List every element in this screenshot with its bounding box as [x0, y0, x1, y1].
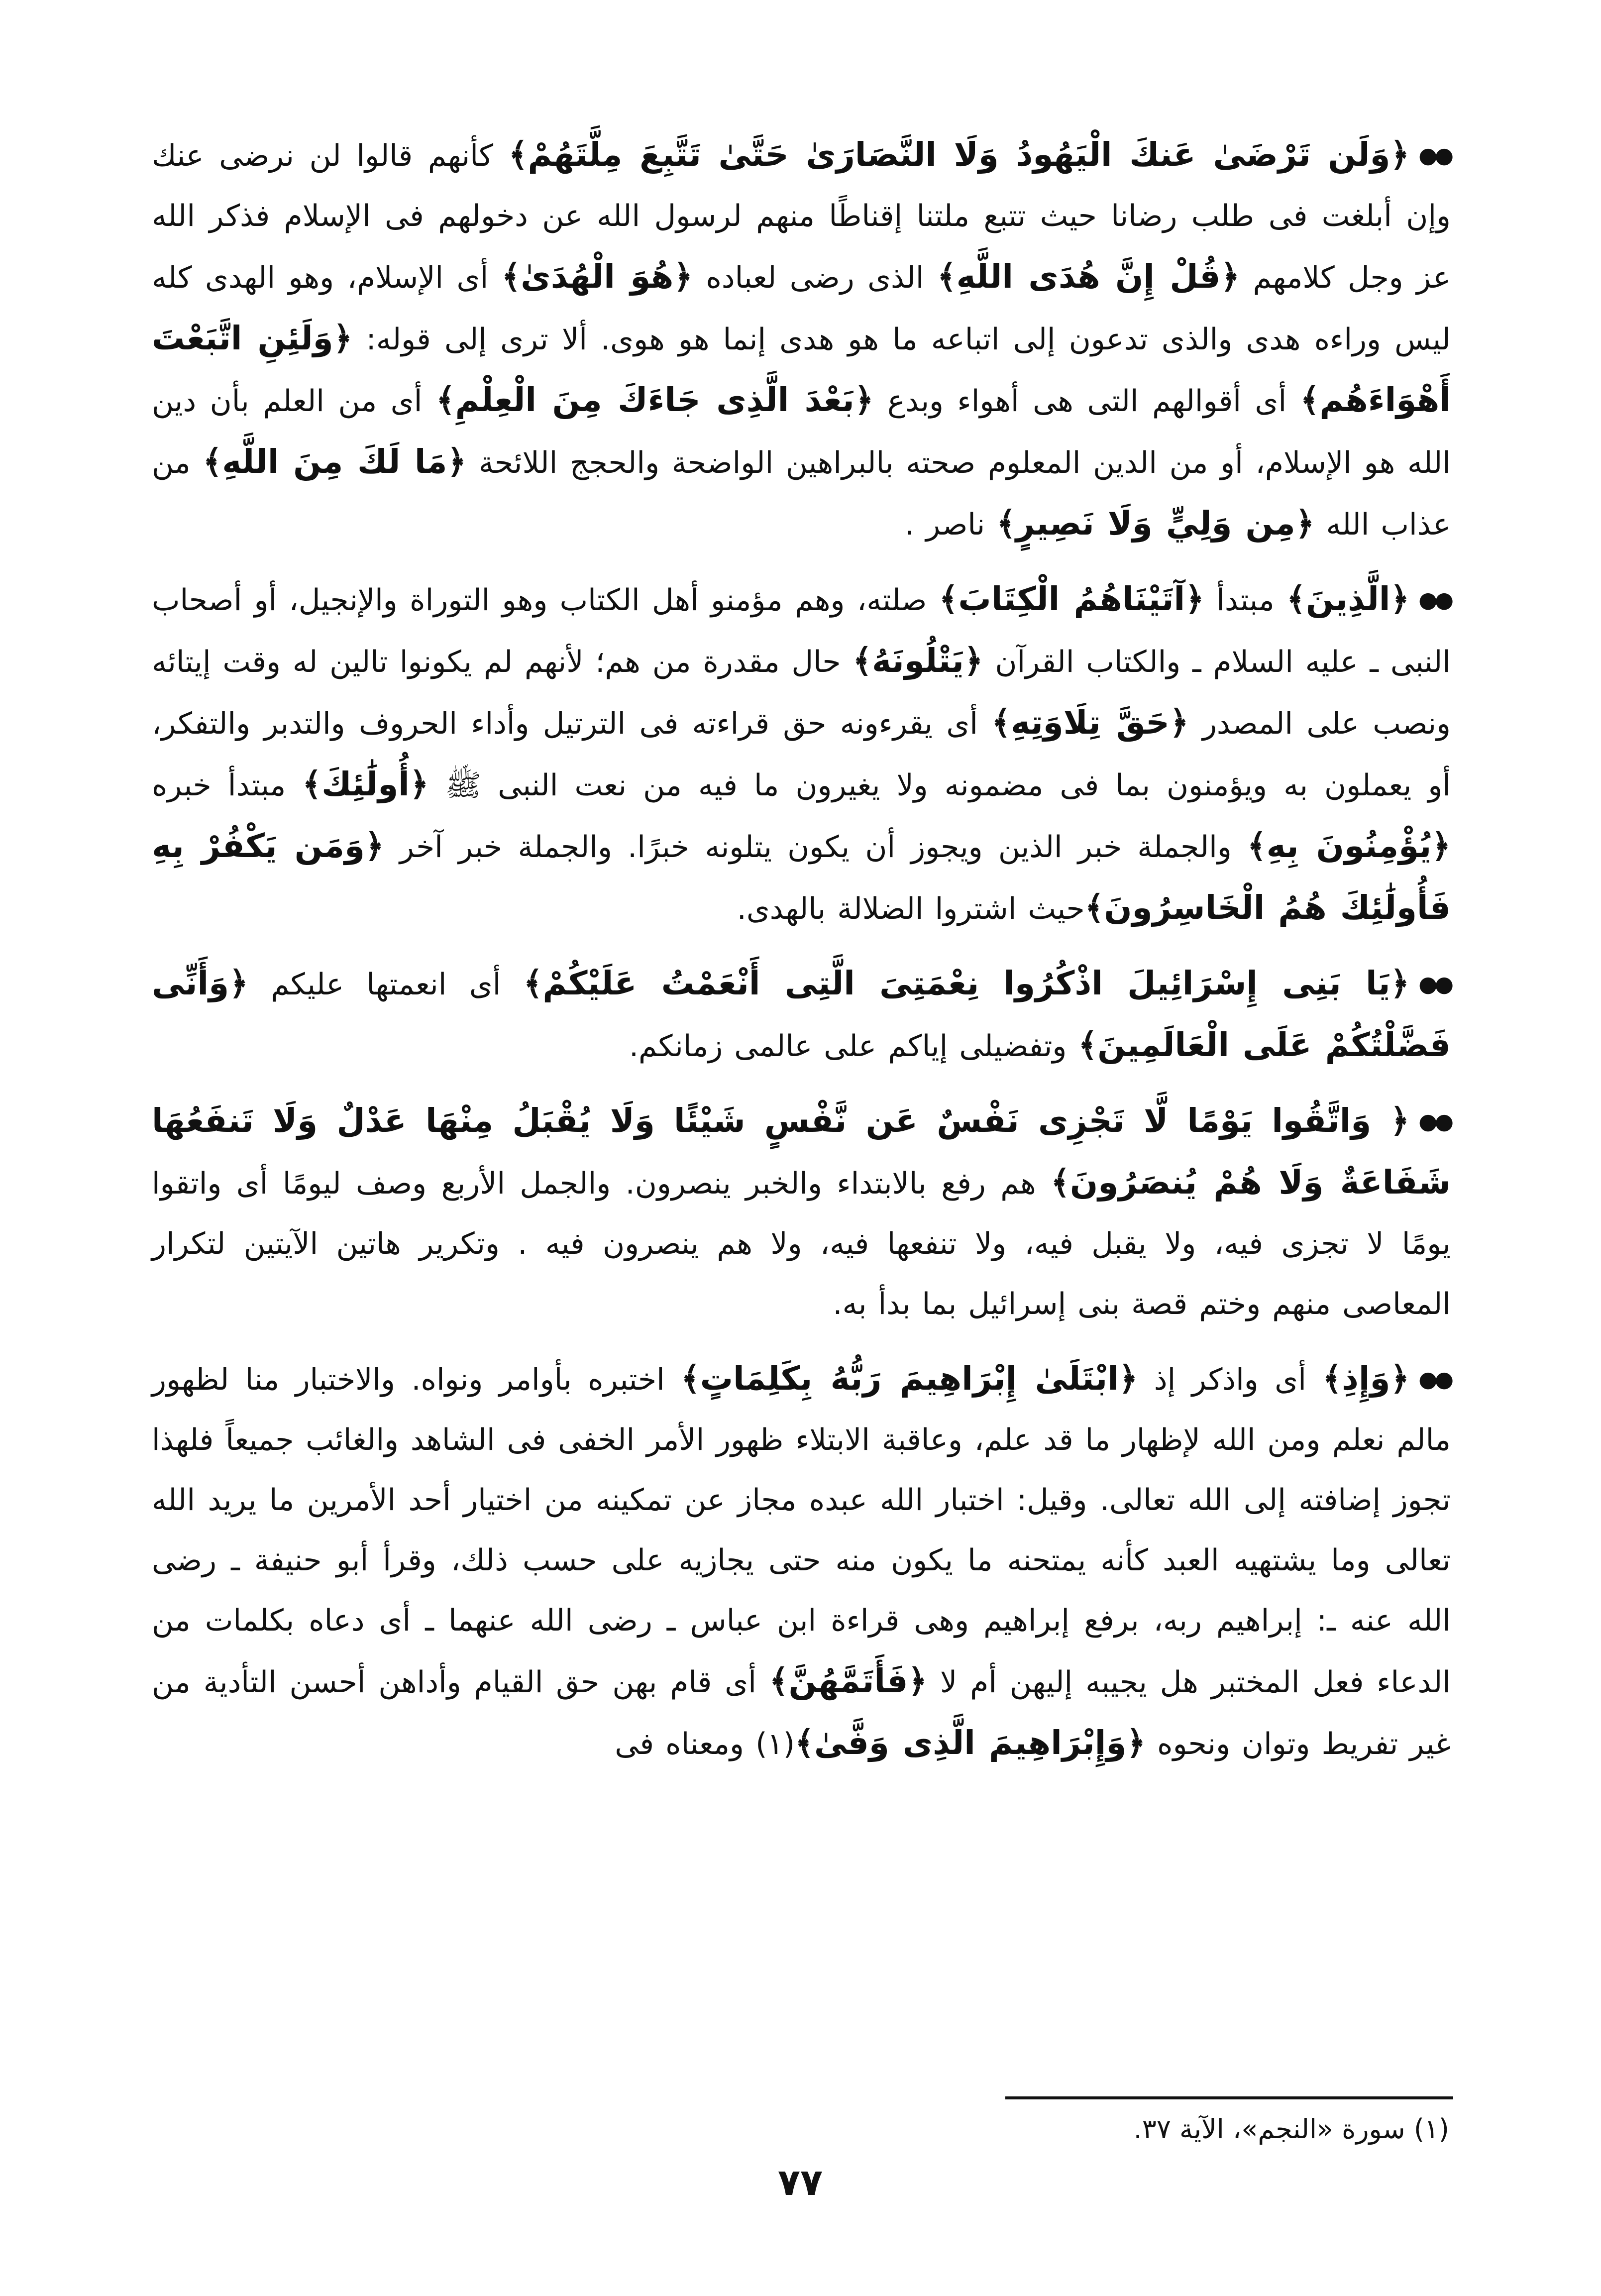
- quran-quote: ﴿فَأَتَمَّهُنَّ﴾: [769, 1662, 928, 1700]
- quran-quote: ﴿الَّذِينَ﴾: [1286, 580, 1410, 618]
- quran-quote: ﴿وَلَن تَرْضَىٰ عَنكَ الْيَهُودُ وَلَا النَّصَارَىٰ حَتَّىٰ تَتَّبِعَ مِلَّتَهُمْ﴾: [508, 135, 1410, 174]
- paragraph-bullet: ●●: [1418, 143, 1451, 168]
- commentary-text: أى واذكر إذ: [1138, 1362, 1323, 1397]
- quran-quote: ﴿بَعْدَ الَّذِى جَاءَكَ مِنَ الْعِلْمِ﴾: [435, 381, 874, 419]
- paragraph-5: [152, 1348, 1451, 1774]
- paragraph-2: [152, 569, 1451, 939]
- quran-quote: ﴿يُؤْمِنُونَ بِهِ﴾: [1247, 827, 1451, 865]
- quran-quote: ﴿أُولَٰئِكَ﴾: [302, 765, 429, 803]
- quran-quote: ﴿ وَاتَّقُوا يَوْمًا لَّا تَجْزِى نَفْسٌ عَن نَّفْسٍ شَيْئًا وَلَا يُقْبَلُ مِنْهَا عَدْلٌ وَلَا تَنفَعُهَا شَفَاعَةٌ وَلَا هُمْ يُنصَرُونَ﴾: [152, 1101, 1451, 1202]
- paragraph-bullet: ●●: [1418, 972, 1451, 997]
- commentary-text: ناصر .: [905, 507, 997, 542]
- main-text: [152, 124, 1451, 1788]
- commentary-text: مبتدأ: [1204, 583, 1287, 618]
- paragraph-bullet: ●●: [1418, 587, 1451, 613]
- footnote: (١) سورة «النجم»، الآية ٣٧.: [1133, 2113, 1449, 2145]
- paragraph-bullet: ●●: [1418, 1109, 1451, 1134]
- commentary-text: والجملة خبر الذين ويجوز أن يكون يتلونه خبرًا. والجملة خبر آخر: [384, 830, 1248, 865]
- paragraph-bullet: ●●: [1418, 1367, 1451, 1392]
- quran-quote: ﴿وَأَنِّى فَضَّلْتُكُمْ عَلَى الْعَالَمِينَ﴾: [152, 964, 1451, 1064]
- commentary-text: حال مقدرة من هم؛ لأنهم لم يكونوا تالين له وقت إيتائه ونصب على المصدر: [152, 645, 1451, 741]
- commentary-text: أى الإسلام، وهو الهدى كله ليس وراءه هدى والذى تدعون إلى اتباعه ما هو هدى إنما هو هوى. ألا ترى إلى قوله:: [152, 260, 1451, 357]
- commentary-text: حيث اشتروا الضلالة بالهدى.: [737, 891, 1085, 926]
- quran-quote: ﴿حَقَّ تِلَاوَتِهِ﴾: [991, 703, 1189, 742]
- page-number: ٧٧: [777, 2161, 823, 2204]
- commentary-text: مبتدأ خبره: [152, 768, 303, 803]
- commentary-text: أى يقرءونه حق قراءته فى الترتيل وأداء الحروف والتدبر والتفكر، أو يعملون به ويؤمنون بما فى مضمونه ولا يغيرون ما فيه من نعت النبى ﷺ: [152, 706, 1451, 803]
- quran-quote: ﴿آتَيْنَاهُمُ الْكِتَابَ﴾: [939, 580, 1204, 618]
- paragraph-3: [152, 953, 1451, 1077]
- quran-quote: ﴿وَإِبْرَاهِيمَ الَّذِى وَفَّىٰ﴾: [795, 1724, 1146, 1762]
- commentary-text: أى من العلم بأن دين الله هو الإسلام، أو من الدين المعلوم صحته بالبراهين الواضحة والحجج اللائحة: [152, 384, 1451, 480]
- paragraph-4: [152, 1091, 1451, 1334]
- commentary-text: من عذاب الله: [152, 445, 1451, 542]
- commentary-text: صلته، وهم مؤمنو أهل الكتاب وهو التوراة والإنجيل، أو أصحاب النبى ـ عليه السلام ـ والكتاب القرآن: [152, 583, 1451, 679]
- quran-quote: ﴿وَإِذِ﴾: [1322, 1359, 1410, 1398]
- commentary-text: كأنهم قالوا لن نرضى عنك وإن أبلغت فى طلب رضانا حيث تتبع ملتنا إقناطًا منهم لرسول الله عن دخولهم فى الإسلام فذكر الله عز وجل كلامهم: [152, 138, 1451, 295]
- quran-quote: ﴿يَا بَنِى إِسْرَائِيلَ اذْكُرُوا نِعْمَتِىَ الَّتِى أَنْعَمْتُ عَلَيْكُمْ﴾: [523, 964, 1410, 1002]
- quran-quote: ﴿ابْتَلَىٰ إِبْرَاهِيمَ رَبُّهُ بِكَلِمَاتٍ﴾: [681, 1359, 1138, 1398]
- paragraph-1: [152, 124, 1451, 555]
- quran-quote: ﴿هُوَ الْهُدَىٰ﴾: [501, 257, 693, 296]
- quran-quote: ﴿مَا لَكَ مِنَ اللَّهِ﴾: [203, 442, 467, 481]
- quran-quote: ﴿وَلَئِنِ اتَّبَعْتَ أَهْوَاءَهُم﴾: [152, 319, 1451, 419]
- footnote-divider: [1005, 2096, 1453, 2099]
- commentary-text: وتفضيلى إياكم على عالمى زمانكم.: [629, 1029, 1078, 1064]
- commentary-text: أى انعمتها عليكم: [248, 967, 524, 1002]
- quran-quote: ﴿يَتْلُونَهُ﴾: [853, 642, 983, 680]
- commentary-text: (١) ومعناه فى: [615, 1727, 795, 1761]
- quran-quote: ﴿وَمَن يَكْفُرْ بِهِ فَأُولَٰئِكَ هُمُ الْخَاسِرُونَ﴾: [152, 827, 1451, 927]
- commentary-text: أى أقوالهم التى هى أهواء وبدع: [873, 384, 1300, 419]
- commentary-text: اختبره بأوامر ونواه. والاختبار منا لظهور مالم نعلم ومن الله لإظهار ما قد علم، وعاقبة الابتلاء ظهور الأمر الخفى فى الشاهد والغائب جميعاً فلهذا تجوز إضافته إلى الله تعالى. وقيل: اختبار الله عبده مجاز عن تمكينه من اختيار أحد الأمرين ما يريد الله تعالى وما يشتهيه العبد كأنه يمتحنه ما يكون منه حتى يجازيه على حسب ذلك، وقرأ أبو حنيفة ـ رضى الله عنه ـ: إبراهيم ربه، برفع إبراهيم وهى قراءة ابن عباس ـ رضى الله عنهما ـ أى دعاه بكلمات من الدعاء فعل المختبر هل يجيبه إليهن أم لا: [152, 1362, 1451, 1700]
- quran-quote: ﴿قُلْ إِنَّ هُدَى اللَّهِ﴾: [937, 257, 1240, 296]
- commentary-text: هم رفع بالابتداء والخبر ينصرون. والجمل الأربع وصف ليومًا أى واتقوا يومًا لا تجزى فيه، ولا يقبل فيه، ولا تنفعها فيه، ولا هم ينصرون فيه . وتكرير هاتين الآيتين لتكرار المعاصى منهم وختم قصة بنى إسرائيل بما بدأ به.: [152, 1166, 1451, 1321]
- quran-quote: ﴿مِن وَلِيٍّ وَلَا نَصِيرٍ﴾: [996, 504, 1315, 543]
- commentary-text: الذى رضى لعباده: [693, 260, 937, 295]
- commentary-text: أى قام بهن حق القيام وأداهن أحسن التأدية من غير تفريط وتوان ونحوه: [152, 1665, 1451, 1761]
